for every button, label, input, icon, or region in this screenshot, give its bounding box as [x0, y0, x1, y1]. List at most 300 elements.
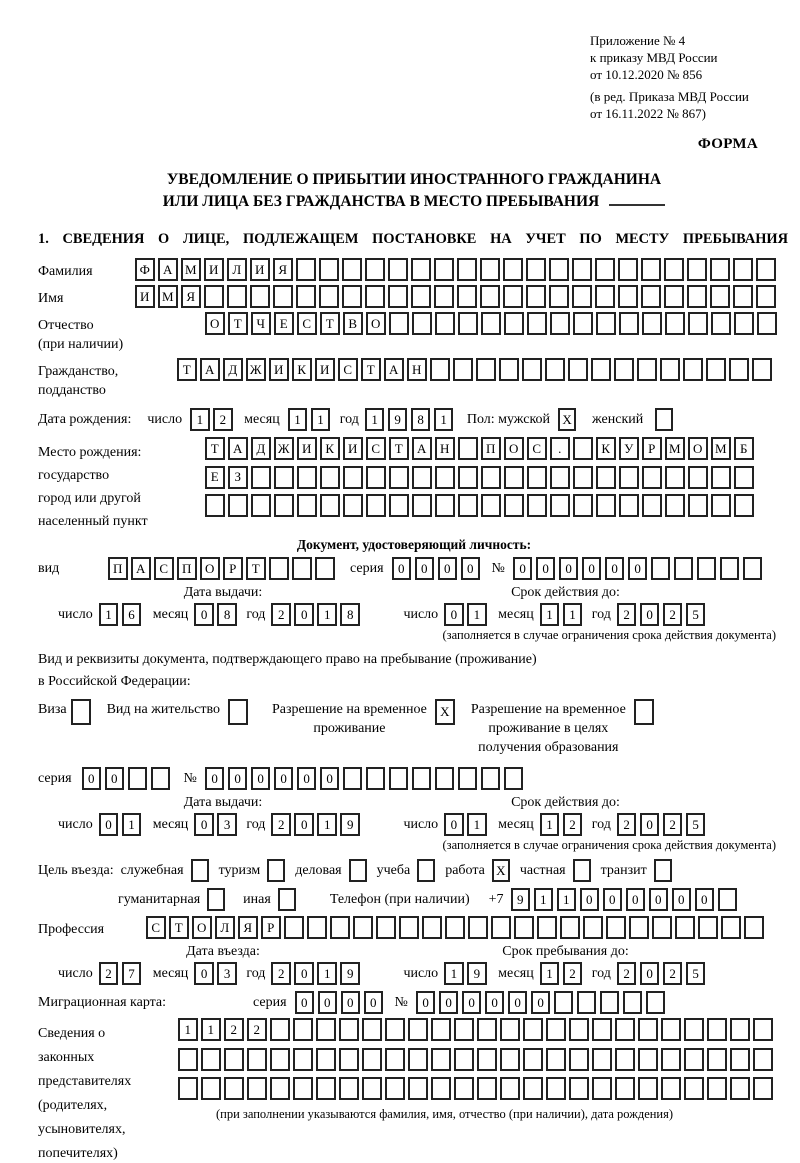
char-cell[interactable] — [688, 466, 708, 489]
char-cell[interactable] — [642, 494, 662, 517]
char-cell[interactable]: 2 — [213, 408, 233, 431]
char-cell[interactable] — [707, 1018, 727, 1041]
char-cell[interactable] — [458, 494, 478, 517]
char-cell[interactable] — [734, 494, 754, 517]
char-cell[interactable] — [389, 494, 409, 517]
char-cell[interactable] — [430, 358, 450, 381]
char-cell[interactable] — [477, 1048, 497, 1071]
char-cell[interactable] — [661, 1048, 681, 1071]
char-cell[interactable] — [687, 285, 707, 308]
char-cell[interactable] — [458, 466, 478, 489]
char-cell[interactable] — [250, 285, 270, 308]
char-cell[interactable] — [297, 466, 317, 489]
id-doc-number-cells[interactable] — [513, 557, 766, 580]
char-cell[interactable] — [592, 1018, 612, 1041]
char-cell[interactable] — [284, 916, 304, 939]
char-cell[interactable]: 1 — [540, 603, 560, 626]
char-cell[interactable] — [734, 466, 754, 489]
char-cell[interactable] — [729, 358, 749, 381]
char-cell[interactable] — [638, 1018, 658, 1041]
char-cell[interactable]: 1 — [467, 813, 487, 836]
char-cell[interactable] — [523, 1048, 543, 1071]
char-cell[interactable] — [752, 358, 772, 381]
char-cell[interactable] — [744, 916, 764, 939]
char-cell[interactable]: А — [412, 437, 432, 460]
char-cell[interactable] — [546, 1048, 566, 1071]
char-cell[interactable] — [366, 494, 386, 517]
char-cell[interactable] — [683, 358, 703, 381]
char-cell[interactable] — [365, 285, 385, 308]
char-cell[interactable] — [569, 1077, 589, 1100]
char-cell[interactable]: 0 — [582, 557, 602, 580]
representatives-cells-row2[interactable] — [178, 1048, 776, 1071]
char-cell[interactable] — [623, 991, 643, 1014]
char-cell[interactable]: 2 — [663, 813, 683, 836]
birthplace-cells-row1[interactable] — [205, 437, 757, 460]
char-cell[interactable]: П — [108, 557, 128, 580]
char-cell[interactable]: 0 — [439, 991, 459, 1014]
res-valid-day-cells[interactable] — [444, 813, 490, 836]
char-cell[interactable]: 0 — [628, 557, 648, 580]
char-cell[interactable]: И — [135, 285, 155, 308]
char-cell[interactable]: Ж — [246, 358, 266, 381]
char-cell[interactable] — [270, 1018, 290, 1041]
stay-year-cells[interactable] — [617, 962, 709, 985]
char-cell[interactable]: С — [146, 916, 166, 939]
char-cell[interactable]: 0 — [672, 888, 692, 911]
char-cell[interactable] — [458, 312, 478, 335]
char-cell[interactable]: 0 — [228, 767, 248, 790]
char-cell[interactable] — [573, 466, 593, 489]
char-cell[interactable] — [477, 1077, 497, 1100]
char-cell[interactable] — [458, 437, 478, 460]
char-cell[interactable]: Т — [205, 437, 225, 460]
char-cell[interactable] — [572, 285, 592, 308]
char-cell[interactable] — [178, 1077, 198, 1100]
char-cell[interactable]: Т — [246, 557, 266, 580]
char-cell[interactable] — [753, 1048, 773, 1071]
char-cell[interactable]: Я — [181, 285, 201, 308]
char-cell[interactable]: 8 — [340, 603, 360, 626]
char-cell[interactable] — [743, 557, 763, 580]
char-cell[interactable]: 5 — [686, 603, 706, 626]
char-cell[interactable] — [362, 1018, 382, 1041]
char-cell[interactable] — [412, 312, 432, 335]
char-cell[interactable] — [477, 1018, 497, 1041]
char-cell[interactable]: 0 — [251, 767, 271, 790]
char-cell[interactable]: 0 — [294, 962, 314, 985]
char-cell[interactable] — [274, 494, 294, 517]
char-cell[interactable]: 2 — [563, 962, 583, 985]
char-cell[interactable]: 2 — [271, 813, 291, 836]
birth-day-cells[interactable] — [190, 408, 236, 431]
char-cell[interactable]: 2 — [663, 962, 683, 985]
char-cell[interactable] — [503, 285, 523, 308]
char-cell[interactable]: 6 — [122, 603, 142, 626]
residence-series-cells[interactable] — [82, 767, 174, 790]
char-cell[interactable] — [296, 258, 316, 281]
id-valid-day-cells[interactable] — [444, 603, 490, 626]
char-cell[interactable] — [753, 1077, 773, 1100]
visa-checkbox[interactable] — [71, 699, 91, 725]
char-cell[interactable]: 0 — [318, 991, 338, 1014]
char-cell[interactable]: 0 — [640, 962, 660, 985]
char-cell[interactable] — [549, 258, 569, 281]
char-cell[interactable]: 0 — [640, 813, 660, 836]
char-cell[interactable] — [527, 494, 547, 517]
char-cell[interactable] — [481, 494, 501, 517]
char-cell[interactable]: И — [269, 358, 289, 381]
char-cell[interactable] — [641, 258, 661, 281]
purpose-transit-checkbox[interactable] — [654, 859, 672, 882]
char-cell[interactable] — [339, 1048, 359, 1071]
char-cell[interactable] — [660, 358, 680, 381]
char-cell[interactable]: 0 — [508, 991, 528, 1014]
res-issue-day-cells[interactable] — [99, 813, 145, 836]
char-cell[interactable] — [434, 285, 454, 308]
char-cell[interactable] — [343, 767, 363, 790]
char-cell[interactable] — [688, 494, 708, 517]
char-cell[interactable] — [454, 1077, 474, 1100]
char-cell[interactable]: 0 — [603, 888, 623, 911]
char-cell[interactable] — [412, 466, 432, 489]
char-cell[interactable]: 0 — [341, 991, 361, 1014]
char-cell[interactable] — [435, 312, 455, 335]
char-cell[interactable]: 8 — [217, 603, 237, 626]
char-cell[interactable] — [619, 312, 639, 335]
char-cell[interactable] — [688, 312, 708, 335]
char-cell[interactable]: 1 — [434, 408, 454, 431]
char-cell[interactable]: 0 — [274, 767, 294, 790]
char-cell[interactable] — [422, 916, 442, 939]
char-cell[interactable] — [205, 494, 225, 517]
char-cell[interactable] — [646, 991, 666, 1014]
char-cell[interactable]: 1 — [540, 813, 560, 836]
char-cell[interactable]: У — [619, 437, 639, 460]
char-cell[interactable] — [661, 1077, 681, 1100]
char-cell[interactable]: Т — [320, 312, 340, 335]
char-cell[interactable] — [638, 1077, 658, 1100]
char-cell[interactable]: 0 — [580, 888, 600, 911]
char-cell[interactable]: Б — [734, 437, 754, 460]
char-cell[interactable]: 2 — [617, 603, 637, 626]
char-cell[interactable] — [504, 767, 524, 790]
char-cell[interactable] — [320, 466, 340, 489]
char-cell[interactable] — [641, 285, 661, 308]
char-cell[interactable]: Н — [435, 437, 455, 460]
char-cell[interactable] — [527, 466, 547, 489]
char-cell[interactable]: 0 — [462, 991, 482, 1014]
entry-year-cells[interactable] — [271, 962, 363, 985]
char-cell[interactable] — [480, 258, 500, 281]
char-cell[interactable] — [293, 1077, 313, 1100]
name-cells[interactable] — [135, 285, 779, 308]
char-cell[interactable]: 0 — [626, 888, 646, 911]
char-cell[interactable]: И — [315, 358, 335, 381]
res-issue-year-cells[interactable] — [271, 813, 363, 836]
char-cell[interactable]: 1 — [201, 1018, 221, 1041]
char-cell[interactable]: А — [200, 358, 220, 381]
char-cell[interactable] — [615, 1048, 635, 1071]
char-cell[interactable] — [339, 1018, 359, 1041]
char-cell[interactable]: 0 — [559, 557, 579, 580]
char-cell[interactable]: Р — [642, 437, 662, 460]
char-cell[interactable]: 1 — [122, 813, 142, 836]
char-cell[interactable] — [274, 466, 294, 489]
char-cell[interactable] — [707, 1048, 727, 1071]
char-cell[interactable]: 1 — [467, 603, 487, 626]
char-cell[interactable] — [411, 258, 431, 281]
char-cell[interactable] — [733, 258, 753, 281]
char-cell[interactable] — [408, 1048, 428, 1071]
purpose-private-checkbox[interactable] — [573, 859, 591, 882]
char-cell[interactable] — [642, 466, 662, 489]
char-cell[interactable]: 2 — [271, 603, 291, 626]
char-cell[interactable] — [619, 466, 639, 489]
char-cell[interactable] — [595, 285, 615, 308]
char-cell[interactable] — [652, 916, 672, 939]
res-issue-month-cells[interactable] — [194, 813, 240, 836]
char-cell[interactable] — [756, 258, 776, 281]
char-cell[interactable] — [664, 258, 684, 281]
char-cell[interactable] — [316, 1077, 336, 1100]
char-cell[interactable]: 1 — [178, 1018, 198, 1041]
char-cell[interactable] — [273, 285, 293, 308]
id-doc-type-cells[interactable] — [108, 557, 338, 580]
char-cell[interactable] — [201, 1048, 221, 1071]
char-cell[interactable]: Т — [177, 358, 197, 381]
char-cell[interactable]: О — [205, 312, 225, 335]
char-cell[interactable] — [385, 1018, 405, 1041]
gender-male-checkbox[interactable]: X — [558, 408, 576, 431]
char-cell[interactable]: Р — [261, 916, 281, 939]
char-cell[interactable] — [500, 1018, 520, 1041]
citizenship-cells[interactable] — [177, 358, 775, 381]
char-cell[interactable] — [573, 494, 593, 517]
char-cell[interactable]: 0 — [438, 557, 458, 580]
char-cell[interactable]: Р — [223, 557, 243, 580]
id-doc-series-cells[interactable] — [392, 557, 484, 580]
char-cell[interactable]: 0 — [364, 991, 384, 1014]
char-cell[interactable]: Ч — [251, 312, 271, 335]
char-cell[interactable] — [619, 494, 639, 517]
char-cell[interactable] — [431, 1018, 451, 1041]
char-cell[interactable] — [637, 358, 657, 381]
char-cell[interactable]: 1 — [190, 408, 210, 431]
char-cell[interactable]: Т — [169, 916, 189, 939]
char-cell[interactable] — [600, 991, 620, 1014]
char-cell[interactable]: 0 — [415, 557, 435, 580]
char-cell[interactable] — [366, 767, 386, 790]
char-cell[interactable]: К — [596, 437, 616, 460]
char-cell[interactable] — [491, 916, 511, 939]
char-cell[interactable] — [445, 916, 465, 939]
char-cell[interactable] — [500, 1048, 520, 1071]
gender-female-checkbox[interactable] — [655, 408, 673, 431]
char-cell[interactable]: 1 — [317, 603, 337, 626]
char-cell[interactable]: 0 — [531, 991, 551, 1014]
char-cell[interactable] — [674, 557, 694, 580]
char-cell[interactable]: Я — [238, 916, 258, 939]
representatives-cells-row3[interactable] — [178, 1077, 776, 1100]
char-cell[interactable] — [706, 358, 726, 381]
char-cell[interactable] — [615, 1018, 635, 1041]
char-cell[interactable]: 1 — [557, 888, 577, 911]
char-cell[interactable]: С — [366, 437, 386, 460]
char-cell[interactable] — [684, 1048, 704, 1071]
char-cell[interactable] — [292, 557, 312, 580]
char-cell[interactable] — [618, 285, 638, 308]
char-cell[interactable] — [687, 258, 707, 281]
char-cell[interactable] — [251, 494, 271, 517]
char-cell[interactable]: 0 — [297, 767, 317, 790]
residence-permit-checkbox[interactable] — [228, 699, 248, 725]
char-cell[interactable] — [523, 1077, 543, 1100]
char-cell[interactable] — [269, 557, 289, 580]
char-cell[interactable]: 9 — [340, 962, 360, 985]
char-cell[interactable] — [596, 466, 616, 489]
char-cell[interactable] — [675, 916, 695, 939]
char-cell[interactable] — [734, 312, 754, 335]
char-cell[interactable]: Ф — [135, 258, 155, 281]
char-cell[interactable]: В — [343, 312, 363, 335]
char-cell[interactable] — [615, 1077, 635, 1100]
char-cell[interactable]: Т — [361, 358, 381, 381]
patronymic-cells[interactable] — [205, 312, 780, 335]
entry-month-cells[interactable] — [194, 962, 240, 985]
char-cell[interactable] — [388, 258, 408, 281]
char-cell[interactable] — [711, 494, 731, 517]
char-cell[interactable]: О — [200, 557, 220, 580]
char-cell[interactable] — [178, 1048, 198, 1071]
char-cell[interactable]: Л — [215, 916, 235, 939]
char-cell[interactable]: 0 — [444, 603, 464, 626]
char-cell[interactable] — [710, 258, 730, 281]
char-cell[interactable] — [522, 358, 542, 381]
char-cell[interactable] — [514, 916, 534, 939]
purpose-work-checkbox[interactable]: X — [492, 859, 510, 882]
char-cell[interactable] — [730, 1048, 750, 1071]
char-cell[interactable]: 5 — [686, 813, 706, 836]
char-cell[interactable] — [596, 312, 616, 335]
char-cell[interactable]: А — [384, 358, 404, 381]
edu-residence-checkbox[interactable] — [634, 699, 654, 725]
char-cell[interactable] — [733, 285, 753, 308]
char-cell[interactable]: 2 — [224, 1018, 244, 1041]
char-cell[interactable]: 0 — [640, 603, 660, 626]
char-cell[interactable] — [412, 767, 432, 790]
char-cell[interactable]: 9 — [388, 408, 408, 431]
char-cell[interactable] — [431, 1077, 451, 1100]
char-cell[interactable] — [454, 1018, 474, 1041]
char-cell[interactable]: 0 — [444, 813, 464, 836]
char-cell[interactable]: 2 — [617, 813, 637, 836]
birthplace-cells-row2[interactable] — [205, 466, 757, 489]
char-cell[interactable]: 1 — [540, 962, 560, 985]
char-cell[interactable] — [458, 767, 478, 790]
char-cell[interactable]: 1 — [288, 408, 308, 431]
char-cell[interactable]: 9 — [467, 962, 487, 985]
char-cell[interactable]: 0 — [82, 767, 102, 790]
char-cell[interactable] — [204, 285, 224, 308]
char-cell[interactable] — [480, 285, 500, 308]
char-cell[interactable] — [227, 285, 247, 308]
char-cell[interactable] — [549, 285, 569, 308]
migration-series-cells[interactable] — [295, 991, 387, 1014]
char-cell[interactable]: 1 — [317, 813, 337, 836]
char-cell[interactable]: И — [204, 258, 224, 281]
stay-month-cells[interactable] — [540, 962, 586, 985]
char-cell[interactable] — [151, 767, 171, 790]
char-cell[interactable]: 0 — [205, 767, 225, 790]
char-cell[interactable]: С — [297, 312, 317, 335]
char-cell[interactable] — [453, 358, 473, 381]
char-cell[interactable]: Т — [389, 437, 409, 460]
birthplace-cells-row3[interactable] — [205, 494, 757, 517]
char-cell[interactable] — [527, 312, 547, 335]
char-cell[interactable] — [596, 494, 616, 517]
char-cell[interactable] — [293, 1048, 313, 1071]
char-cell[interactable] — [526, 258, 546, 281]
char-cell[interactable]: 2 — [563, 813, 583, 836]
char-cell[interactable]: 0 — [461, 557, 481, 580]
char-cell[interactable]: 1 — [563, 603, 583, 626]
purpose-tourism-checkbox[interactable] — [267, 859, 285, 882]
char-cell[interactable] — [481, 767, 501, 790]
char-cell[interactable] — [545, 358, 565, 381]
char-cell[interactable]: 0 — [294, 813, 314, 836]
char-cell[interactable]: 2 — [663, 603, 683, 626]
char-cell[interactable] — [339, 1077, 359, 1100]
char-cell[interactable]: С — [154, 557, 174, 580]
char-cell[interactable]: Я — [273, 258, 293, 281]
char-cell[interactable]: Н — [407, 358, 427, 381]
char-cell[interactable] — [408, 1077, 428, 1100]
char-cell[interactable]: О — [192, 916, 212, 939]
id-valid-month-cells[interactable] — [540, 603, 586, 626]
char-cell[interactable]: С — [338, 358, 358, 381]
res-valid-year-cells[interactable] — [617, 813, 709, 836]
char-cell[interactable] — [614, 358, 634, 381]
char-cell[interactable]: М — [158, 285, 178, 308]
char-cell[interactable] — [568, 358, 588, 381]
char-cell[interactable]: И — [343, 437, 363, 460]
purpose-study-checkbox[interactable] — [417, 859, 435, 882]
char-cell[interactable] — [684, 1077, 704, 1100]
char-cell[interactable] — [435, 466, 455, 489]
char-cell[interactable] — [297, 494, 317, 517]
representatives-cells-row1[interactable] — [178, 1018, 776, 1041]
entry-day-cells[interactable] — [99, 962, 145, 985]
char-cell[interactable] — [251, 466, 271, 489]
char-cell[interactable]: 2 — [247, 1018, 267, 1041]
char-cell[interactable] — [366, 466, 386, 489]
char-cell[interactable] — [365, 258, 385, 281]
char-cell[interactable] — [315, 557, 335, 580]
char-cell[interactable] — [362, 1077, 382, 1100]
char-cell[interactable] — [362, 1048, 382, 1071]
char-cell[interactable] — [572, 258, 592, 281]
char-cell[interactable] — [500, 1077, 520, 1100]
char-cell[interactable] — [128, 767, 148, 790]
char-cell[interactable]: 0 — [295, 991, 315, 1014]
phone-cells[interactable] — [511, 888, 741, 911]
char-cell[interactable] — [224, 1077, 244, 1100]
char-cell[interactable] — [247, 1048, 267, 1071]
char-cell[interactable]: 0 — [194, 603, 214, 626]
char-cell[interactable] — [595, 258, 615, 281]
char-cell[interactable] — [573, 437, 593, 460]
